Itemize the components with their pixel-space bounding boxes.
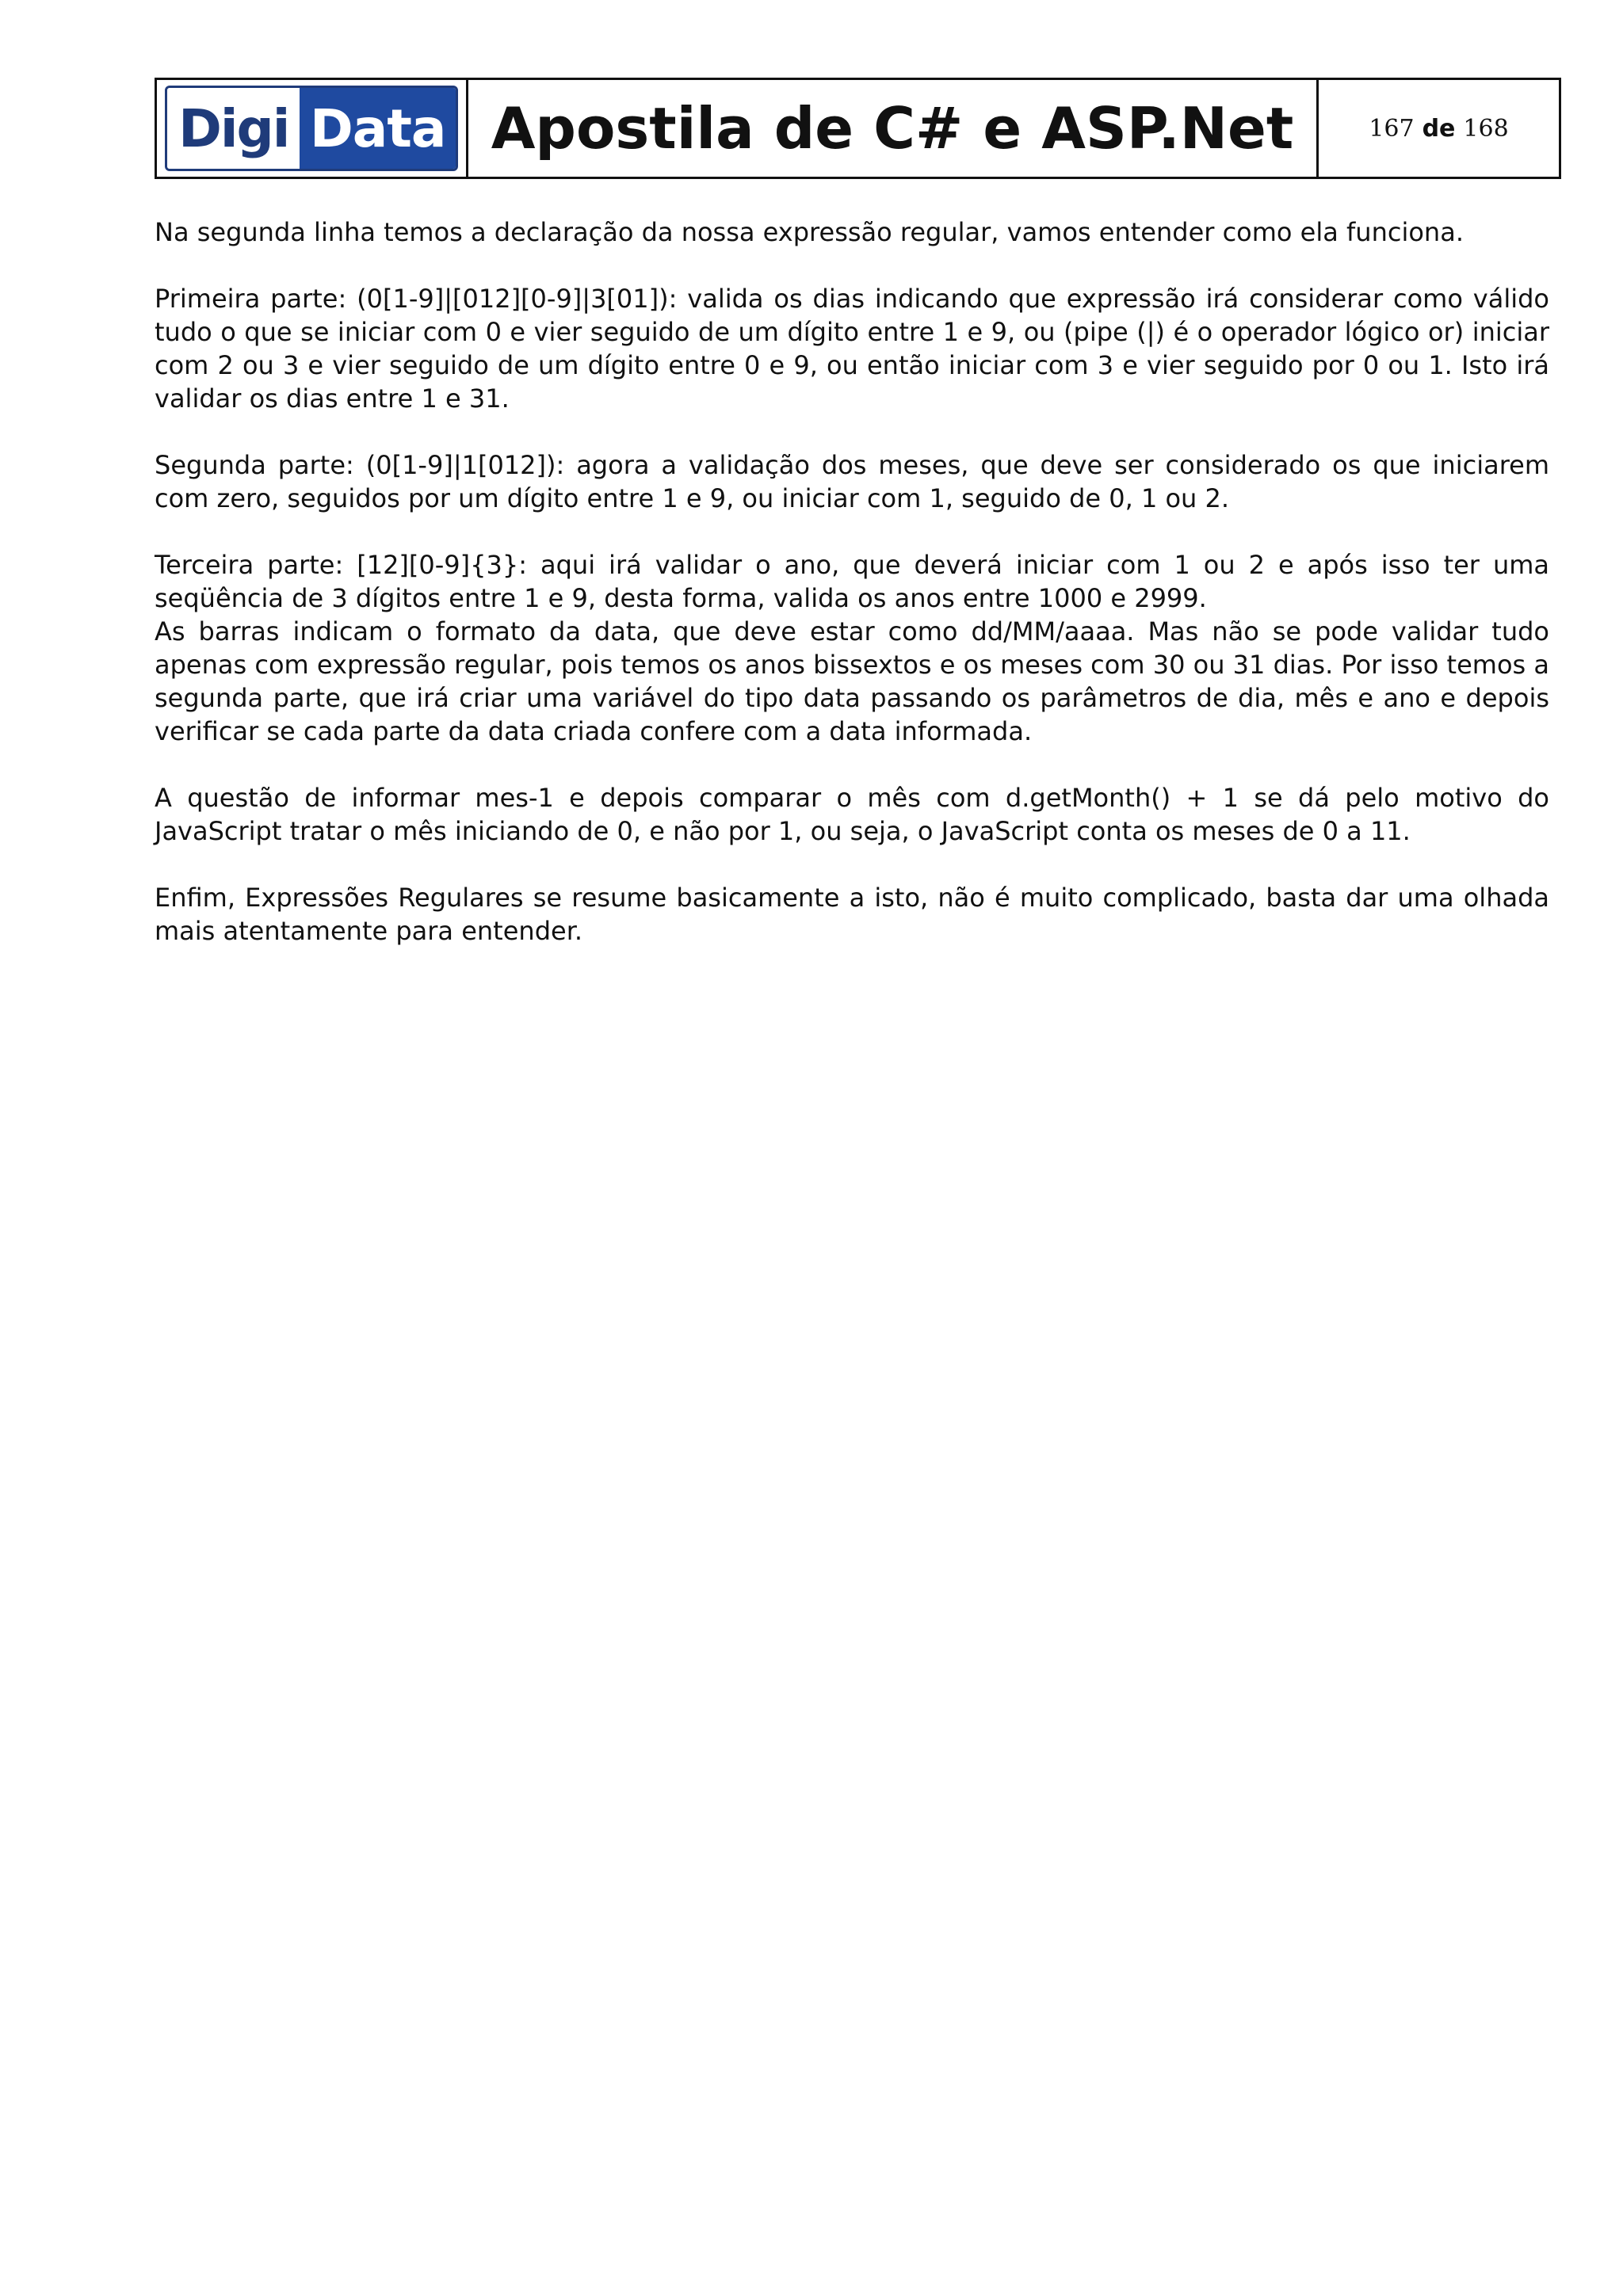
- page-header: [155, 78, 1561, 179]
- logo-cell: [157, 80, 468, 177]
- page-of-label: de: [1422, 114, 1456, 143]
- paragraph: As barras indicam o formato da data, que deve estar como dd/MM/aaaa. Mas não se pode validar tudo apenas com expressão regular, pois temos os anos bissextos e os meses com 30 ou 31 dias. Por isso temos a segunda parte, que irá criar uma variável do tipo data passando os parâmetros de dia, mês e ano e depois verificar se cada parte da data criada confere com a data informada.: [155, 616, 1549, 746]
- paragraph: A questão de informar mes-1 e depois comparar o mês com d.getMonth() + 1 se dá pelo motivo do JavaScript tratar o mês iniciando de 0, e não por 1, ou seja, o JavaScript conta os meses de 0 a 11.: [155, 783, 1549, 846]
- page-total: 168: [1463, 114, 1509, 143]
- document-body: [155, 215, 1549, 981]
- logo-text-left: Digi: [167, 88, 300, 169]
- digidata-logo: [165, 86, 458, 171]
- paragraph: Terceira parte: [12][0-9]{3}: aqui irá validar o ano, que deverá iniciar com 1 ou 2 e após isso ter uma seqüência de 3 dígitos entre 1 e 9, desta forma, valida os anos entre 1000 e 2999.: [155, 550, 1549, 613]
- paragraph: Segunda parte: (0[1-9]|1[012]): agora a validação dos meses, que deve ser considerado os que iniciarem com zero, seguidos por um dígito entre 1 e 9, ou iniciar com 1, seguido de 0, 1 ou 2.: [155, 450, 1549, 513]
- page-current: 167: [1369, 114, 1415, 143]
- logo-text-right: Data: [300, 88, 456, 169]
- paragraph: Enfim, Expressões Regulares se resume basicamente a isto, não é muito complicado, basta dar uma olhada mais atentamente para entender.: [155, 883, 1549, 946]
- paragraph: Na segunda linha temos a declaração da nossa expressão regular, vamos entender como ela funciona.: [155, 217, 1464, 247]
- title-cell: [468, 80, 1319, 177]
- document-title: Apostila de C# e ASP.Net: [491, 95, 1294, 162]
- paragraph: Primeira parte: (0[1-9]|[012][0-9]|3[01]): valida os dias indicando que expressão irá considerar como válido tudo o que se iniciar com 0 e vier seguido de um dígito entre 1 e 9, ou (pipe (|) é o operador lógico or) iniciar com 2 ou 3 e vier seguido de um dígito entre 0 e 9, ou então iniciar com 3 e vier seguido por 0 ou 1. Isto irá validar os dias entre 1 e 31.: [155, 284, 1549, 414]
- page-number: [1319, 80, 1559, 177]
